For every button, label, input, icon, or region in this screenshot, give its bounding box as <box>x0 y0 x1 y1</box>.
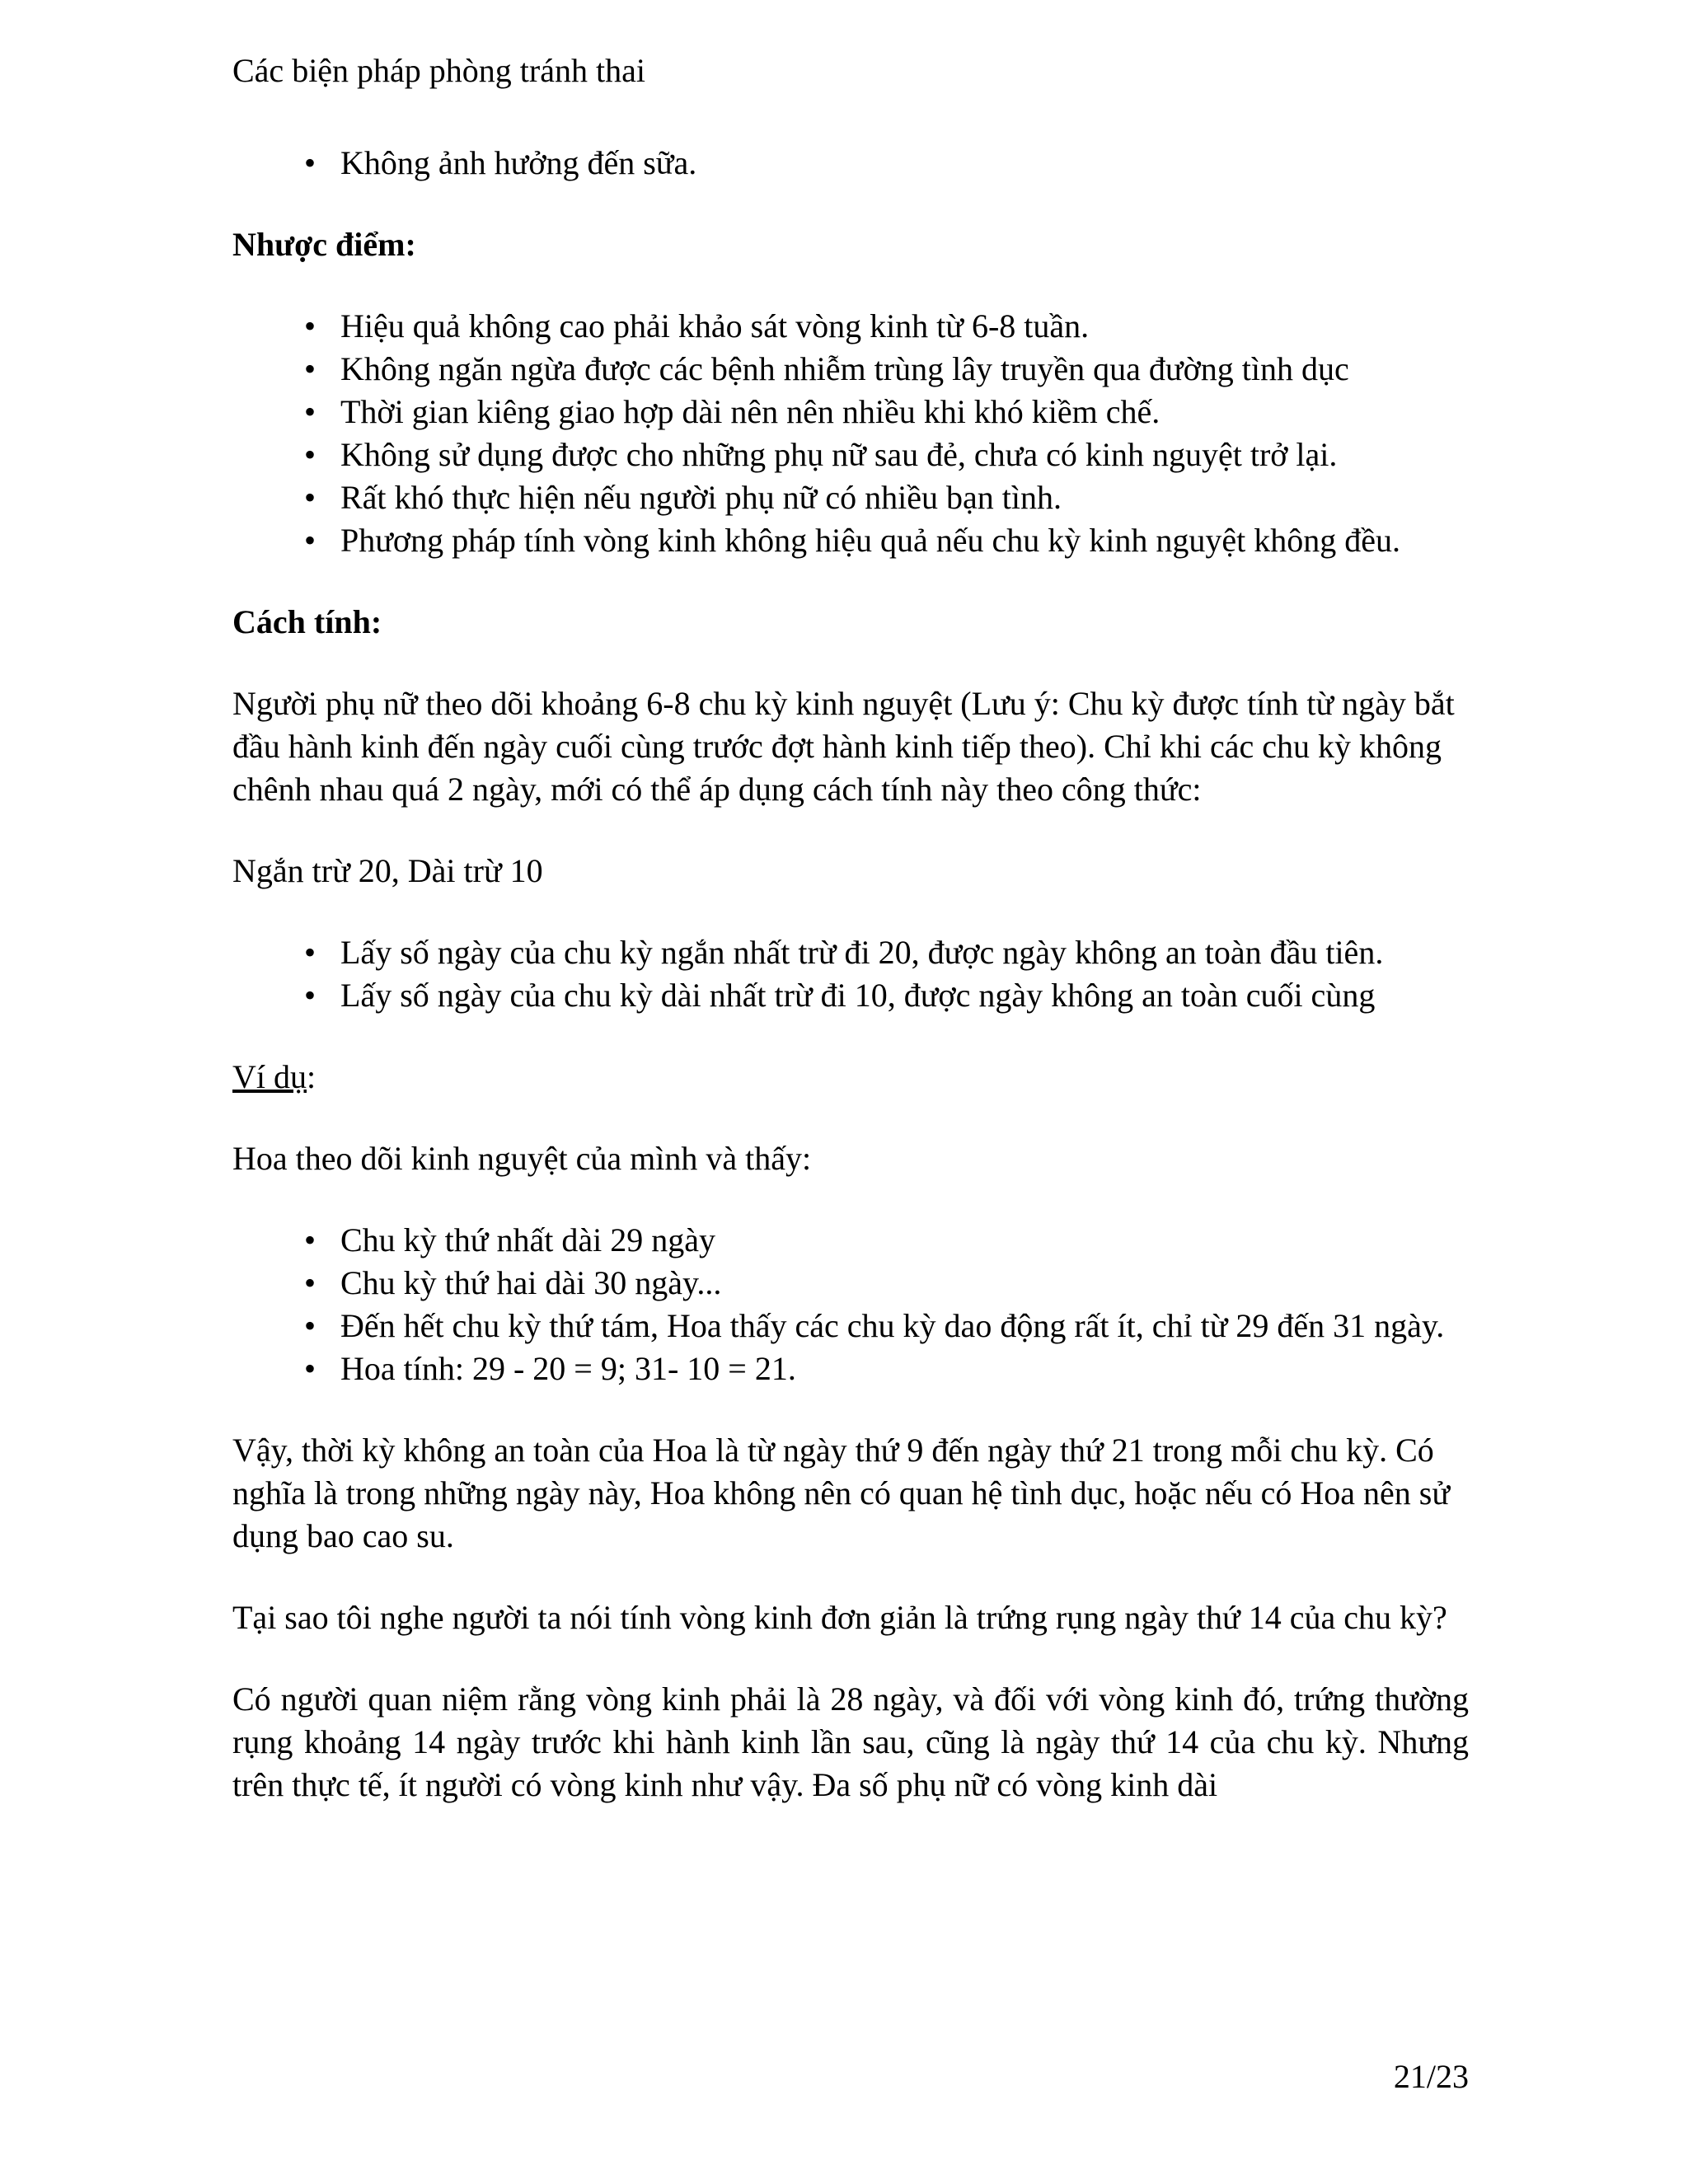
question-paragraph: Tại sao tôi nghe người ta nói tính vòng kinh đơn giản là trứng rụng ngày thứ 14 của chu kỳ? <box>232 1599 1447 1636</box>
list-item: • Phương pháp tính vòng kinh không hiệu quả nếu chu kỳ kinh nguyệt không đều. <box>340 519 1469 562</box>
disadvantages-list <box>232 305 1469 562</box>
page-header-title: Các biện pháp phòng tránh thai <box>232 52 645 89</box>
list-item: • Thời gian kiêng giao hợp dài nên nên nhiều khi khó kiềm chế. <box>340 391 1469 434</box>
list-item: • Chu kỳ thứ nhất dài 29 ngày <box>340 1219 1469 1262</box>
example-conclusion-paragraph: Vậy, thời kỳ không an toàn của Hoa là từ ngày thứ 9 đến ngày thứ 21 trong mỗi chu kỳ. Có nghĩa là trong những ngày này, Hoa không nên có quan hệ tình dục, hoặc nếu có Hoa nên sử dụng bao cao su. <box>232 1432 1451 1554</box>
disadvantages-heading: Nhược điểm: <box>232 226 416 263</box>
example-label-colon: : <box>307 1058 316 1095</box>
list-item: • Chu kỳ thứ hai dài 30 ngày... <box>340 1262 1469 1305</box>
list-item: • Không ảnh hưởng đến sữa. <box>340 142 1469 185</box>
calculation-intro-paragraph: Người phụ nữ theo dõi khoảng 6-8 chu kỳ kinh nguyệt (Lưu ý: Chu kỳ được tính từ ngày bắt đầu hành kinh đến ngày cuối cùng trước đợt hành kinh tiếp theo). Chỉ khi các chu kỳ không chênh nhau quá 2 ngày, mới có thể áp dụng cách tính này theo công thức: <box>232 685 1455 808</box>
list-item: • Rất khó thực hiện nếu người phụ nữ có nhiều bạn tình. <box>340 476 1469 519</box>
list-item: • Lấy số ngày của chu kỳ ngắn nhất trừ đi 20, được ngày không an toàn đầu tiên. <box>340 931 1469 974</box>
example-intro-paragraph: Hoa theo dõi kinh nguyệt của mình và thấy: <box>232 1140 812 1177</box>
formula-paragraph: Ngắn trừ 20, Dài trừ 10 <box>232 852 543 889</box>
list-item: • Đến hết chu kỳ thứ tám, Hoa thấy các chu kỳ dao động rất ít, chỉ từ 29 đến 31 ngày. <box>340 1305 1469 1347</box>
list-item: • Hoa tính: 29 - 20 = 9; 31- 10 = 21. <box>340 1347 1469 1390</box>
example-label: Ví dụ <box>232 1058 307 1095</box>
calculation-list <box>232 931 1469 1017</box>
answer-paragraph: Có người quan niệm rằng vòng kinh phải là 28 ngày, và đối với vòng kinh đó, trứng thường rụng khoảng 14 ngày trước khi hành kinh lần sau, cũng là ngày thứ 14 của chu kỳ. Nhưng trên thực tế, ít người có vòng kinh như vậy. Đa số phụ nữ có vòng kinh dài <box>232 1680 1469 1803</box>
top-bullet-list <box>232 142 1469 185</box>
list-item: • Không ngăn ngừa được các bệnh nhiễm trùng lây truyền qua đường tình dục <box>340 348 1469 391</box>
list-item: • Không sử dụng được cho những phụ nữ sau đẻ, chưa có kinh nguyệt trở lại. <box>340 434 1469 476</box>
example-label-line <box>232 1056 1469 1099</box>
page-number: 21/23 <box>1393 2058 1469 2095</box>
list-item: • Hiệu quả không cao phải khảo sát vòng kinh từ 6-8 tuần. <box>340 305 1469 348</box>
example-list <box>232 1219 1469 1390</box>
list-item: • Lấy số ngày của chu kỳ dài nhất trừ đi 10, được ngày không an toàn cuối cùng <box>340 974 1469 1017</box>
document-page <box>232 49 1469 1845</box>
calculation-heading: Cách tính: <box>232 603 382 640</box>
